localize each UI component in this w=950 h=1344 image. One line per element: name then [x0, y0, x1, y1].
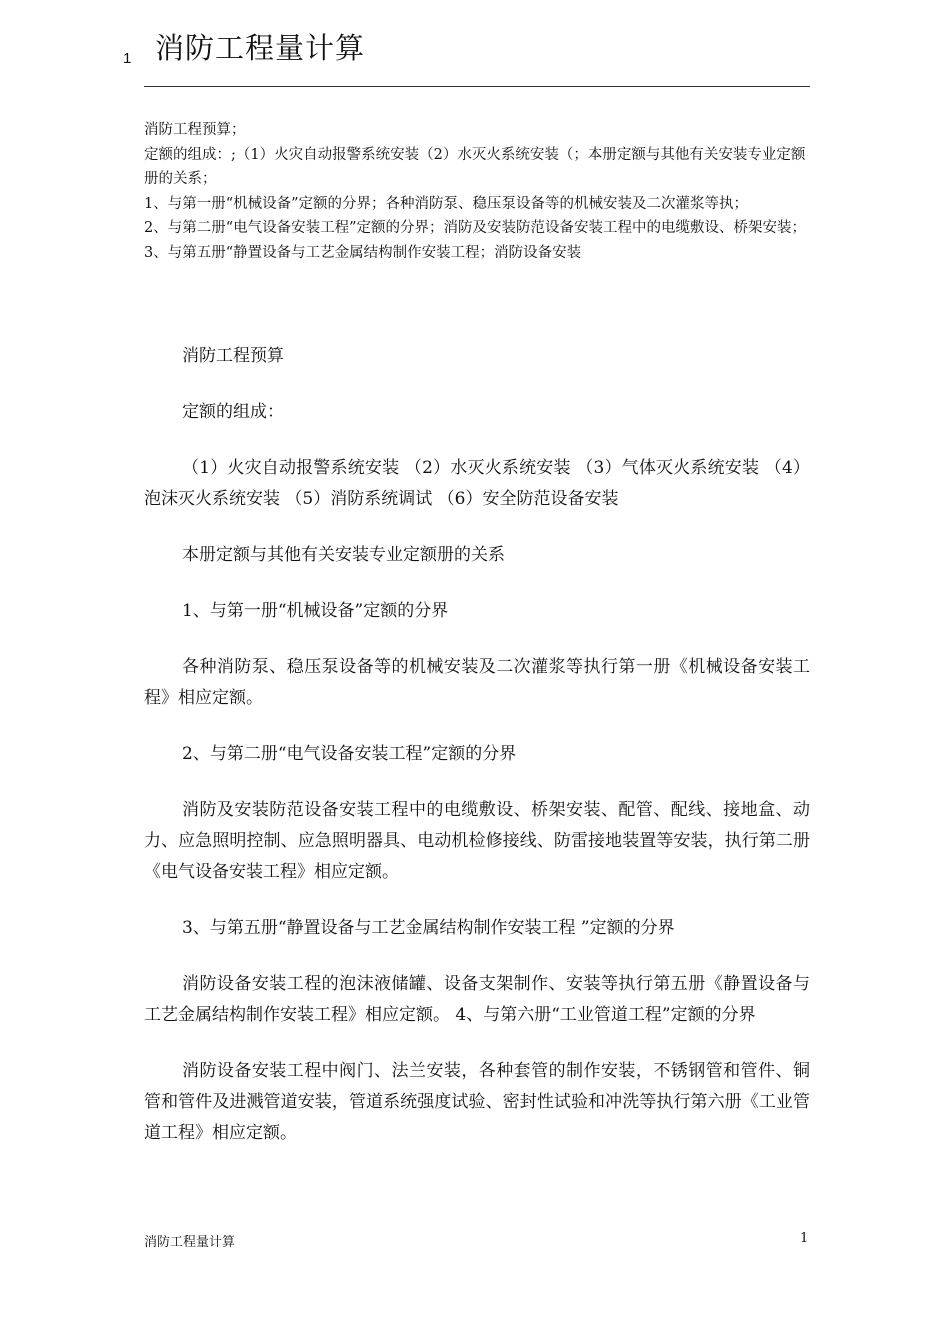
body-paragraph: 消防及安装防范设备安装工程中的电缆敷设、桥架安装、配管、配线、接地盒、动力、应急照明控制、应急照明器具、电动机检修接线、防雷接地装置等安装，执行第二册《电气设备安装工程》相应定额。 — [144, 800, 810, 882]
body-paragraph: 3、与第五册“静置设备与工艺金属结构制作安装工程 ”定额的分界 — [182, 918, 675, 938]
body-paragraph: 本册定额与其他有关安装专业定额册的关系 — [182, 545, 505, 565]
footer-title: 消防工程量计算 — [144, 1235, 236, 1250]
body-paragraph: 定额的组成： — [182, 402, 284, 422]
summary-line: 消防工程预算； — [144, 122, 246, 138]
footer-page-number: 1 — [800, 1231, 809, 1246]
summary-line: 定额的组成：;（1）火灾自动报警系统安装（2）水灭火系统安装（；本册定额与其他有关安装专业定额册的关系； — [144, 146, 806, 187]
body-paragraph: 各种消防泵、稳压泵设备等的机械安装及二次灌浆等执行第一册《机械设备安装工程》相应定额。 — [144, 657, 810, 708]
header-divider — [144, 86, 810, 87]
body-text — [144, 341, 810, 1174]
header-page-number: 1 — [123, 50, 132, 67]
body-paragraph: （1）火灾自动报警系统安装 （2）水灭火系统安装 （3）气体灭火系统安装 （4）泡沫灭火系统安装 （5）消防系统调试 （6）安全防范设备安装 — [144, 458, 810, 509]
page-title: 消防工程量计算 — [155, 31, 366, 65]
body-paragraph: 2、与第二册“电气设备安装工程”定额的分界 — [182, 744, 517, 764]
body-paragraph: 消防设备安装工程的泡沫液储罐、设备支架制作、安装等执行第五册《静置设备与工艺金属结构制作安装工程》相应定额。 4、与第六册“工业管道工程”定额的分界 — [144, 974, 810, 1025]
body-paragraph: 消防工程预算 — [182, 346, 284, 366]
summary-line: 1、与第一册“机械设备”定额的分界；各种消防泵、稳压泵设备等的机械安装及二次灌浆等执； — [144, 195, 749, 212]
summary-block — [144, 118, 810, 265]
summary-line: 3、与第五册“静置设备与工艺金属结构制作安装工程；消防设备安装 — [144, 244, 582, 261]
body-paragraph: 消防设备安装工程中阀门、法兰安装，各种套管的制作安装，不锈钢管和管件、铜管和管件及进溅管道安装，管道系统强度试验、密封性试验和冲洗等执行第六册《工业管道工程》相应定额。 — [144, 1061, 810, 1143]
summary-line: 2、与第二册“电气设备安装工程”定额的分界；消防及安装防范设备安装工程中的电缆敷设、桥架安装； — [144, 220, 807, 236]
body-paragraph: 1、与第一册“机械设备”定额的分界 — [182, 601, 449, 621]
